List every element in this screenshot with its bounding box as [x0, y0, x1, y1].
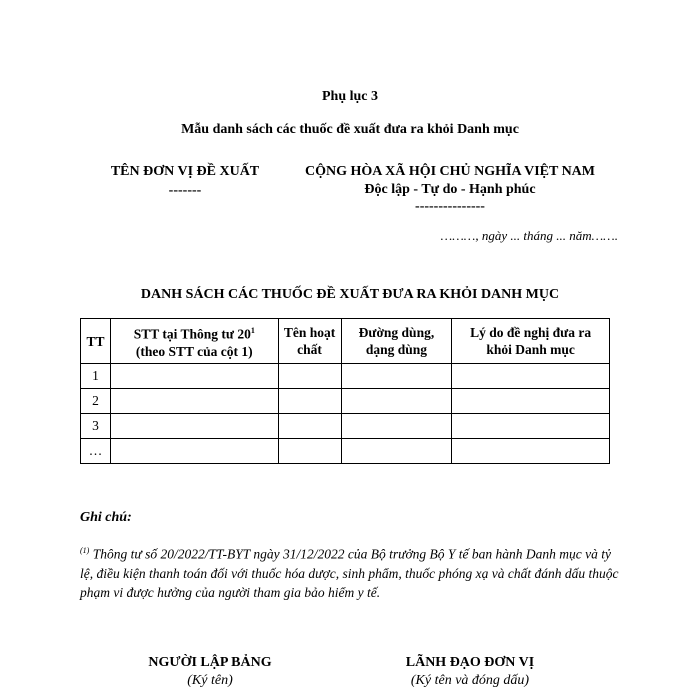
left-divider: -------	[168, 183, 202, 198]
header-active-ingredient	[278, 319, 341, 364]
cell-reason[interactable]	[452, 414, 610, 439]
header-name-line1: Tên hoạt	[283, 325, 336, 340]
footnote-marker: 1	[250, 326, 255, 336]
header-route-line2: dạng dùng	[365, 342, 427, 357]
header-name-line2: chất	[297, 342, 322, 357]
leader-note: (Ký tên và đóng dấu)	[410, 673, 530, 688]
cell-active-ingredient[interactable]	[278, 439, 341, 464]
table-header-row	[81, 319, 610, 364]
drug-table	[80, 318, 610, 464]
national-motto: Độc lập - Tự do - Hạnh phúc	[364, 182, 536, 197]
preparer-signature	[120, 655, 300, 689]
note-body: Thông tư số 20/2022/TT-BYT ngày 31/12/2022 của Bộ trưởng Bộ Y tế ban hành Danh mục và tỷ lệ, điều kiện thanh toán đối với thuốc hóa dược, sinh phẩm, thuốc phóng xạ và chất đánh dấu thuộc phạm vi được hưởng của người tham gia bảo hiểm y tế.	[80, 546, 619, 600]
leader-role: LÃNH ĐẠO ĐƠN VỊ	[405, 655, 535, 670]
header-stt-line1: STT tại Thông tư 20	[133, 326, 251, 342]
cell-stt[interactable]	[110, 364, 278, 389]
cell-route-form[interactable]	[341, 414, 452, 439]
preparer-note: (Ký tên)	[187, 673, 233, 688]
header-stt	[110, 319, 278, 364]
table-row	[81, 439, 610, 464]
note-text	[80, 541, 620, 602]
cell-route-form[interactable]	[341, 364, 452, 389]
proposing-unit-header	[95, 164, 275, 198]
cell-active-ingredient[interactable]	[278, 364, 341, 389]
note-marker: (1)	[80, 546, 90, 555]
header-stt-line2: (theo STT của cột 1)	[135, 343, 253, 359]
cell-active-ingredient[interactable]	[278, 389, 341, 414]
header-reason	[452, 319, 610, 364]
header-reason-line1: Lý do đề nghị đưa ra	[470, 325, 592, 340]
cell-reason[interactable]	[452, 439, 610, 464]
preparer-role: NGƯỜI LẬP BẢNG	[148, 655, 272, 670]
note-label: Ghi chú:	[80, 510, 132, 525]
cell-route-form[interactable]	[341, 439, 452, 464]
cell-reason[interactable]	[452, 364, 610, 389]
table-row	[81, 389, 610, 414]
proposing-unit-name: TÊN ĐƠN VỊ ĐỀ XUẤT	[110, 164, 260, 179]
row-number: 3	[81, 414, 111, 439]
cell-stt[interactable]	[110, 414, 278, 439]
national-header	[280, 164, 620, 214]
date-line: ………, ngày ... tháng ... năm…….	[440, 228, 618, 243]
header-tt: TT	[81, 319, 111, 364]
leader-signature	[370, 655, 570, 689]
form-subtitle: Mẫu danh sách các thuốc đề xuất đưa ra khỏi Danh mục	[181, 122, 519, 137]
cell-stt[interactable]	[110, 439, 278, 464]
list-title: DANH SÁCH CÁC THUỐC ĐỀ XUẤT ĐƯA RA KHỎI DANH MỤC	[140, 287, 560, 302]
cell-active-ingredient[interactable]	[278, 414, 341, 439]
appendix-title: Phụ lục 3	[321, 89, 378, 104]
cell-stt[interactable]	[110, 389, 278, 414]
header-route-line1: Đường dùng,	[358, 325, 435, 340]
republic-name: CỘNG HÒA XÃ HỘI CHỦ NGHĨA VIỆT NAM	[304, 164, 595, 179]
header-reason-line2: khỏi Danh mục	[486, 342, 575, 357]
row-number: 2	[81, 389, 111, 414]
cell-reason[interactable]	[452, 389, 610, 414]
right-divider: ---------------	[415, 199, 485, 214]
cell-route-form[interactable]	[341, 389, 452, 414]
header-route-form	[341, 319, 452, 364]
row-number: 1	[81, 364, 111, 389]
table-row	[81, 364, 610, 389]
table-row	[81, 414, 610, 439]
row-number: …	[81, 439, 111, 464]
